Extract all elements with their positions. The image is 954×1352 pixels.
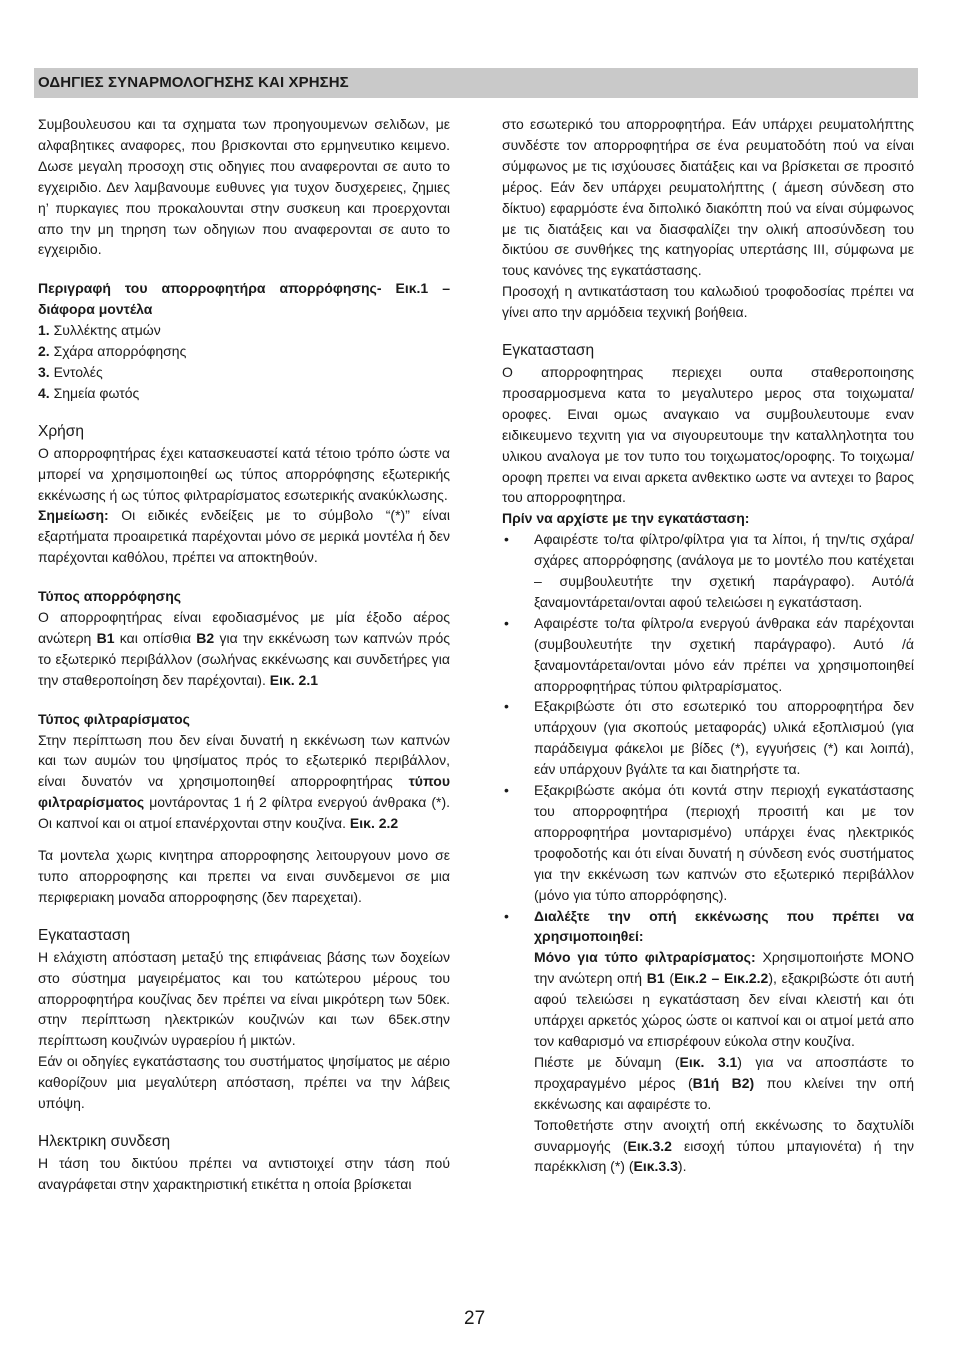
before-install-heading: Πρίν να αρχίστε με την εγκατάσταση: xyxy=(502,510,750,527)
note-paragraph: Σημείωση: Οι ειδικές ενδείξεις με το σύμβολο “(*)” είναι εξαρτήματα προαιρετικά παρέχονται μόνο σε μερικά μοντέλα ή δεν παρέχονται καθόλου, πρέπει να αποκτηθούν. xyxy=(38,507,450,566)
cable-warning-paragraph: Προσοχή η αντικατάσταση του καλωδιού τροφοδοσίας πρέπει να γίνει απο την αρμόδεια τεχνική βοήθεια. xyxy=(502,283,914,321)
list-item: • Εξακριβώστε ακόμα ότι κοντά στην περιοχή εγκατάστασης του απορροφητήρα (περιοχή προσιτή και με τον απορροφητήρα μονταρισμένο) υπάρχει ένας ηλεκτρικός τροφοδοτής και ότι είναι δυνατή η σύνδεση ενός συστήματος για την εκκένωση των καπνών στο εξωτερικό περιβάλλον (μόνο για τύπο απορρόφησης). xyxy=(504,782,914,903)
installation-wall-paragraph: Ο απορροφητηρας περιεχει ουπα σταθεροποιησης προσαρμοσμενα κατα το μεγαλυτερο μερος στα τοιχωματα/οροφες. Ειναι ομως αναγκαιο να συμβουλευτουμε εναν ειδικευμενο τεχνιτη για να σιγουρευτουμε την καταλληλοτητα του υλικου αναλογα με τον τυπο του τοιχωματος/οροφης. Το τοιχωμα/οροφη πρεπει να ειναι αρκετα ανθεκτικο ωστε να αντεχει το βαρος του απορροφητηρα. xyxy=(502,363,914,506)
description-title: Περιγραφή του απορροφητήρα απορρόφησης- Εικ.1 – διάφορα μοντέλα xyxy=(38,280,450,318)
bullet-icon: • xyxy=(504,614,509,631)
extraction-type-heading: Τύπος απορρόφησης xyxy=(38,588,182,605)
list-item: • Διαλέξτε την οπή εκκένωσης που πρέπει να χρησιμοποιηθεί: xyxy=(504,907,914,945)
list-item: • Αφαιρέστε το/τα φίλτρο/φίλτρα για τα λίποι, ή την/τις σχάρα/σχάρες απορρόφησης (ανάλογα με το μοντέλο που κατέχεται – συμβουλευτήτε την σχετική παράγραφο). Αυτό/ά ξαναμοντάρεται/ονται αφού τελειώσει η εγκατάσταση. xyxy=(504,531,914,610)
installation-paragraph-2: Εάν οι οδηγίες εγκατάστασης του συστήματος ψησίματος με αέριο καθορίζουν μια μεγαλύτερη απόσταση, πρέπει να την λάβεις υπόψη. xyxy=(38,1053,450,1112)
bullet-icon: • xyxy=(504,698,509,715)
page-title: ΟΔΗΓΙΕΣ ΣΥΝΑΡΜΟΛΟΓΗΣΗΣ ΚΑΙ ΧΡΗΣΗΣ xyxy=(38,74,349,91)
bullet-icon: • xyxy=(504,531,509,548)
left-column xyxy=(38,114,450,1195)
filter-only-paragraph: Μόνο για τύπο φιλτραρίσματος: Χρησιμοποιήστε ΜΟΝΟ την ανώτερη οπή B1 (Εικ.2 – Εικ.2.2), εξακριβώστε ότι αυτή αφού τελειώσει η εγκατάσταση δεν είναι κλειστή και ότι υπάρχει αρκετός χώρος ώστε οι καπνοί και οι ατμοί μετά απο τον καθαρισμό να επισρέφουν εύκολα στην κουζίνα. xyxy=(534,949,914,1049)
list-item: 4. Σημεία φωτός xyxy=(38,384,140,401)
installation-heading-right: Εγκατασταση xyxy=(502,342,595,360)
use-heading: Χρήση xyxy=(38,422,84,440)
list-item: 1. Συλλέκτης ατμών xyxy=(38,322,161,339)
use-paragraph: Ο απορροφητήρας έχει κατασκευαστεί κατά τέτοιο τρόπο ώστε να μπορεί να χρησιμοποιηθεί ως τύπος απορρόφησης εξωτερικής εκκένωσης ή ως τύπος φιλτραρίσματος εσωτερικής ανακύκλωσης. xyxy=(38,444,450,503)
install-steps-list xyxy=(502,529,914,947)
list-item: • Αφαιρέστε το/τα φίλτρο/α ενεργού άνθρακα εάν παρέχονται (συμβουλευτήτε την σχετική παράγραφο). Αυτό /ά ξαναμοντάρεται/ονται μόνο εάν πρέπει να χρησιμοποιηθεί απορροφητήρας τύπου φιλτραρίσματος. xyxy=(504,614,914,694)
bullet-icon: • xyxy=(504,782,509,799)
electrical-paragraph-continued: στο εσωτερικό του απορροφητήρα. Εάν υπάρχει ρευματολήπτης συνδέστε τον απορροφητήρα σε ένα ρευματοδότη πού να είναι σύμφωνος με τις ισχύουσες διατάξεις και να βρίσκεται σε προσιτό μέρος. Εάν δεν υπάρχει ρευματολήπτης ( άμεση σύνδεση στο δίκτυο) εφαρμόστε ένα διπολικό διακόπτη πού να είναι σύμφωνος με τις διατάξεις και να διασφαλίζει την ολική αποσύνδεση του δικτύου σε συνθήκες της κατηγορίας υπερτάσης III, σύμφωνα με τους κανόνες της εγκατάστασης. xyxy=(502,116,914,279)
parts-list xyxy=(38,320,450,404)
press-paragraph: Πιέστε με δύναμη (Εικ. 3.1) για να αποσπάστε το προχαραγμένο μέρος (B1ή B2) που κλείνει την οπή εκκένωσης και αφαιρέστε το. xyxy=(534,1053,915,1112)
electrical-heading: Ηλεκτρικη συνδεση xyxy=(38,1132,171,1150)
list-item: 3. Εντολές xyxy=(38,363,103,380)
installation-paragraph: Η ελάχιστη απόσταση μεταξύ της επιφάνειας βάσης των δοχείων στο σύστημα μαγειρέματος και του κατώτερου μέρους του απορροφητήρα κουζίνας δεν πρέπει να είναι μικρότερη των 50εκ. στην περίπτωση ηλεκτρικών κουζινών και των 65εκ.στην περίπτωση κουζινών υγραερίου ή μικτών. xyxy=(38,948,450,1049)
filter-type-paragraph: Στην περίπτωση που δεν είναι δυνατή η εκκένωση των καπνών και των αυμών του ψησίματος πρός το εξωτερικό περιβάλλον, είναι δυνατόν να χρησιμοποιηθεί απορροφητήρας τύπου φιλτραρίσματος μοντάροντας 1 ή 2 φίλτρα ενεργού άνθρακα (*). Οι καπνοί και οι ατμοί επανέρχονται στην κουζίνα. Εικ. 2.2 xyxy=(38,731,450,832)
list-item: • Εξακριβώστε ότι στο εσωτερικό του απορροφητήρα δεν υπάρχουν (για σκοπούς μεταφοράς) υλικά εξοπλισμού (για παράδειγμα φάκελοι με βίδες (*), εγγυήσεις (*) και λοιπά), εάν υπάρχουν βγάλτε τα και διατηρήστε τα. xyxy=(504,698,914,778)
list-item: 2. Σχάρα απορρόφησης xyxy=(38,343,187,360)
installation-heading: Εγκατασταση xyxy=(38,926,131,944)
section-header-band xyxy=(34,68,918,98)
place-ring-paragraph: Τοποθετήστε στην ανοιχτή οπή εκκένωσης το δαχτυλίδι συναρμογής (Εικ.3.2 εισοχή τύπου μπαγιονέτα) ή την παρέκκλιση (*) (Εικ.3.3). xyxy=(534,1116,914,1175)
bullet-icon: • xyxy=(504,907,509,924)
page-number: 27 xyxy=(464,1308,486,1329)
electrical-paragraph: Η τάση του δικτύου πρέπει να αντιστοιχεί στην τάση πού αναγράφεται στην χαρακτηριστική ετικέττα η οποία βρίσκεται xyxy=(38,1154,450,1192)
motorless-paragraph: Τα μοντελα χωρις κινητηρα απορροφησης λειτουργουν μονο σε τυπο απορροφησης και πρεπει να ειναι συνδεμενοι σε μια περιφεριακη μοναδα απορροφησης (δεν παρεχεται). xyxy=(38,847,450,905)
right-column xyxy=(502,114,914,1177)
extraction-type-paragraph: Ο απορροφητήρας είναι εφοδιασμένος με μία έξοδο αέρος ανώτερη B1 και οπίσθια B2 για την εκκένωση των καπνών πρός το εξωτερικό περιβάλλον (σωλήνας εκκένωσης και συνδετήρες για την σταθεροποίηση δεν παρέχονται). Εικ. 2.1 xyxy=(38,609,450,688)
intro-paragraph: Συμβουλευσου και τα σχηματα των προηγουμενων σελιδων, με αλφαβητικες αναφορες, που βρισκονται στο ερμηνευτικο κειμενο. Δωσε μεγαλη προσοχη στις οδηγιες που αναφερονται σε αυτο το εγχειριδιο. Δεν λαμβανουμε ευθυνες για τυχον δυσχερειες, ζημιες η’ πυρκαγιες που προκαλουνται στην συσκευη και προερχονται απο την μη τηρηση των οδηγιων που αναφερονται σε αυτο το εγχειριδιο. xyxy=(38,116,450,258)
filter-type-heading: Τύπος φιλτραρίσματος xyxy=(38,710,190,727)
